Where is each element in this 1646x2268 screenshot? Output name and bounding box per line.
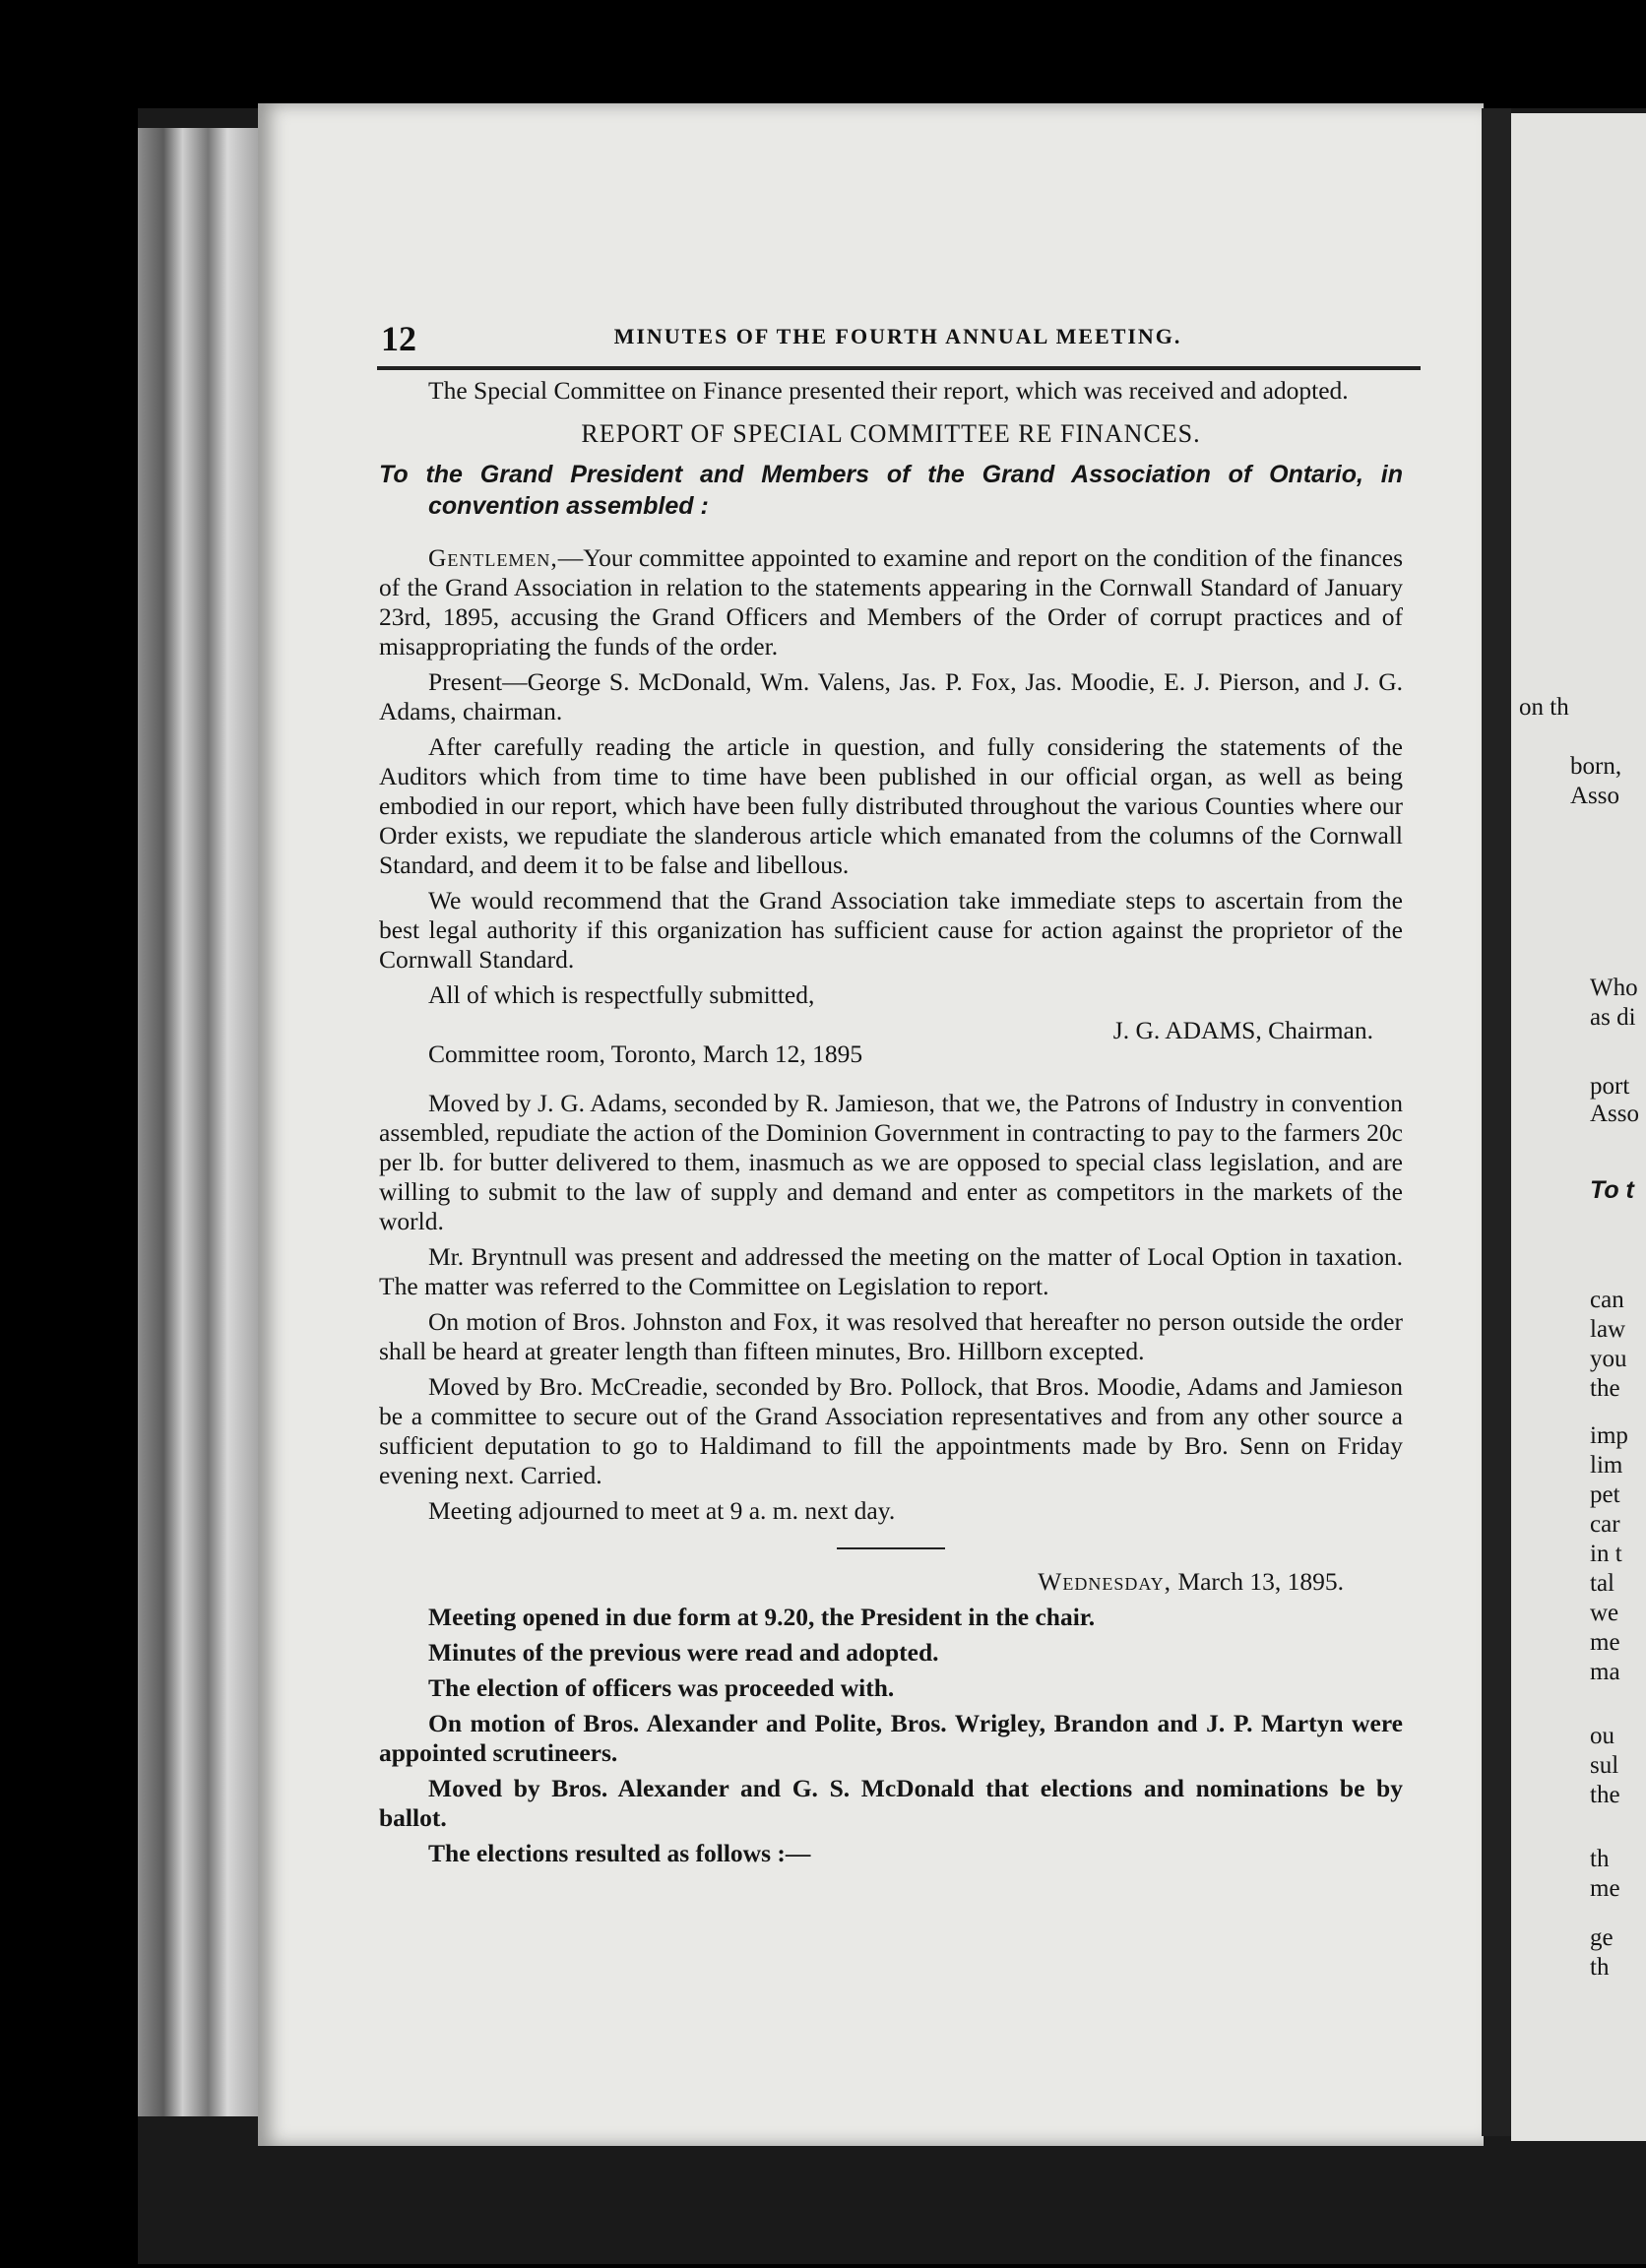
fragment-line: ge: [1590, 1924, 1614, 1951]
fragment-line: me: [1590, 1629, 1620, 1656]
fragment-line: born,: [1570, 753, 1622, 780]
book-page-edges: [138, 128, 266, 2116]
fragment-line: Asso: [1590, 1101, 1640, 1127]
fragment-line: the: [1590, 1782, 1620, 1808]
motion-paragraph: Moved by J. G. Adams, seconded by R. Jamieson, that we, the Patrons of Industry in convention assembled, repudiate the action of the Dominion Government in contracting to pay to the farmers 20c per lb. for butter delivered to them, inasmuch as we are opposed to special class legislation, and are willing to submit to the law of supply and demand and enter as competitors in the markets of the world.: [379, 1089, 1403, 1235]
dateline: [379, 1567, 1403, 1597]
fragment-line: lim: [1590, 1452, 1623, 1479]
header-rule: [377, 366, 1421, 370]
signature-block: [379, 1010, 1403, 1069]
minutes-line: Minutes of the previous were read and adopted.: [428, 1638, 939, 1667]
adjourn-paragraph: Meeting adjourned to meet at 9 a. m. next day.: [428, 1496, 896, 1525]
adjacent-page-fragment: [1511, 113, 1646, 2141]
fragment-line: car: [1590, 1511, 1620, 1538]
minutes-line: The election of officers was proceeded with.: [428, 1673, 895, 1702]
report-paragraph: [379, 543, 1403, 662]
fragment-line: can: [1590, 1287, 1624, 1313]
book-gutter: [1482, 108, 1511, 2136]
fragment-line: ou: [1590, 1723, 1614, 1749]
fragment-line: the: [1590, 1375, 1620, 1402]
submitted-line: All of which is respectfully submitted,: [428, 980, 815, 1009]
report-paragraph: After carefully reading the article in question, and fully considering the statements of the Auditors which from time to time have been published in our official organ, as well as being embodied in our report, which have been fully distributed throughout the various Counties where our Order exists, we repudiate the slanderous article which emanated from the columns of the Cornwall Standard, and deem it to be false and libellous.: [379, 732, 1403, 879]
committee-room-line: Committee room, Toronto, March 12, 1895: [428, 1040, 863, 1068]
fragment-line: sul: [1590, 1752, 1619, 1779]
intro-paragraph: The Special Committee on Finance presented their report, which was received and adopted.: [428, 376, 1349, 405]
minutes-line: Meeting opened in due form at 9.20, the President in the chair.: [428, 1603, 1096, 1631]
fragment-line: me: [1590, 1875, 1620, 1902]
fragment-line: in t: [1590, 1541, 1622, 1567]
dateline-date: March 13, 1895.: [1177, 1567, 1344, 1596]
fragment-line: imp: [1590, 1422, 1628, 1449]
salutation: To the Grand President and Members of the Grand Association of Ontario, in convention assembled :: [379, 461, 1403, 520]
fragment-line: tal: [1590, 1570, 1614, 1597]
motion-paragraph: Mr. Bryntnull was present and addressed the meeting on the matter of Local Option in taxation. The matter was referred to the Committee on Legislation to report.: [379, 1242, 1403, 1300]
report-title: REPORT OF SPECIAL COMMITTEE RE FINANCES.: [581, 419, 1201, 448]
minutes-line: Moved by Bros. Alexander and G. S. McDonald that elections and nominations be by ballot.: [379, 1774, 1403, 1832]
section-divider: [837, 1547, 945, 1549]
minutes-line: On motion of Bros. Alexander and Polite, Bros. Wrigley, Brandon and J. P. Martyn were appointed scrutineers.: [379, 1709, 1403, 1767]
fragment-line: th: [1590, 1954, 1610, 1981]
running-head: MINUTES OF THE FOURTH ANNUAL MEETING.: [613, 324, 1182, 348]
fragment-line: law: [1590, 1316, 1626, 1343]
fragment-line: pet: [1590, 1481, 1620, 1508]
fragment-line: ma: [1590, 1659, 1620, 1685]
fragment-line: we: [1590, 1600, 1619, 1626]
fragment-line: you: [1590, 1346, 1627, 1372]
fragment-line: To t: [1590, 1176, 1634, 1204]
page-number: 12: [381, 319, 416, 358]
minutes-line: The elections resulted as follows :—: [428, 1839, 811, 1867]
gentlemen-label: Gentlemen,: [428, 543, 558, 572]
fragment-line: th: [1590, 1846, 1610, 1872]
report-paragraph-text: —Your committee appointed to examine and report on the condition of the finances of the Grand Association in relation to the statements appearing in the Cornwall Standard of January 23rd, 1895, accusing the Grand Officers and Members of the Order of corrupt practices and of misappropriating the funds of the order.: [379, 543, 1403, 661]
dateline-day: Wednesday,: [1038, 1567, 1172, 1596]
signature: J. G. ADAMS, Chairman.: [1112, 1016, 1373, 1044]
fragment-line: on th: [1519, 694, 1569, 721]
present-paragraph: Present—George S. McDonald, Wm. Valens, Jas. P. Fox, Jas. Moodie, E. J. Pierson, and J. G. Adams, chairman.: [379, 667, 1403, 725]
recommendation-paragraph: We would recommend that the Grand Association take immediate steps to ascertain from the best legal authority if this organization has sufficient cause for action against the proprietor of the Cornwall Standard.: [379, 886, 1403, 974]
fragment-line: as di: [1590, 1004, 1636, 1031]
motion-paragraph: On motion of Bros. Johnston and Fox, it was resolved that hereafter no person outside the order shall be heard at greater length than fifteen minutes, Bro. Hillborn excepted.: [379, 1307, 1403, 1365]
motion-paragraph: Moved by Bro. McCreadie, seconded by Bro. Pollock, that Bros. Moodie, Adams and Jamieson be a committee to secure out of the Grand Association representatives and from any other source a sufficient deputation to go to Haldimand to fill the appointments made by Bro. Senn on Friday evening next. Carried.: [379, 1372, 1403, 1489]
fragment-line: Asso: [1570, 783, 1620, 809]
page-body: [379, 376, 1403, 1874]
page-header: [381, 318, 1424, 357]
fragment-line: Who: [1590, 975, 1638, 1001]
fragment-line: port: [1590, 1073, 1630, 1100]
